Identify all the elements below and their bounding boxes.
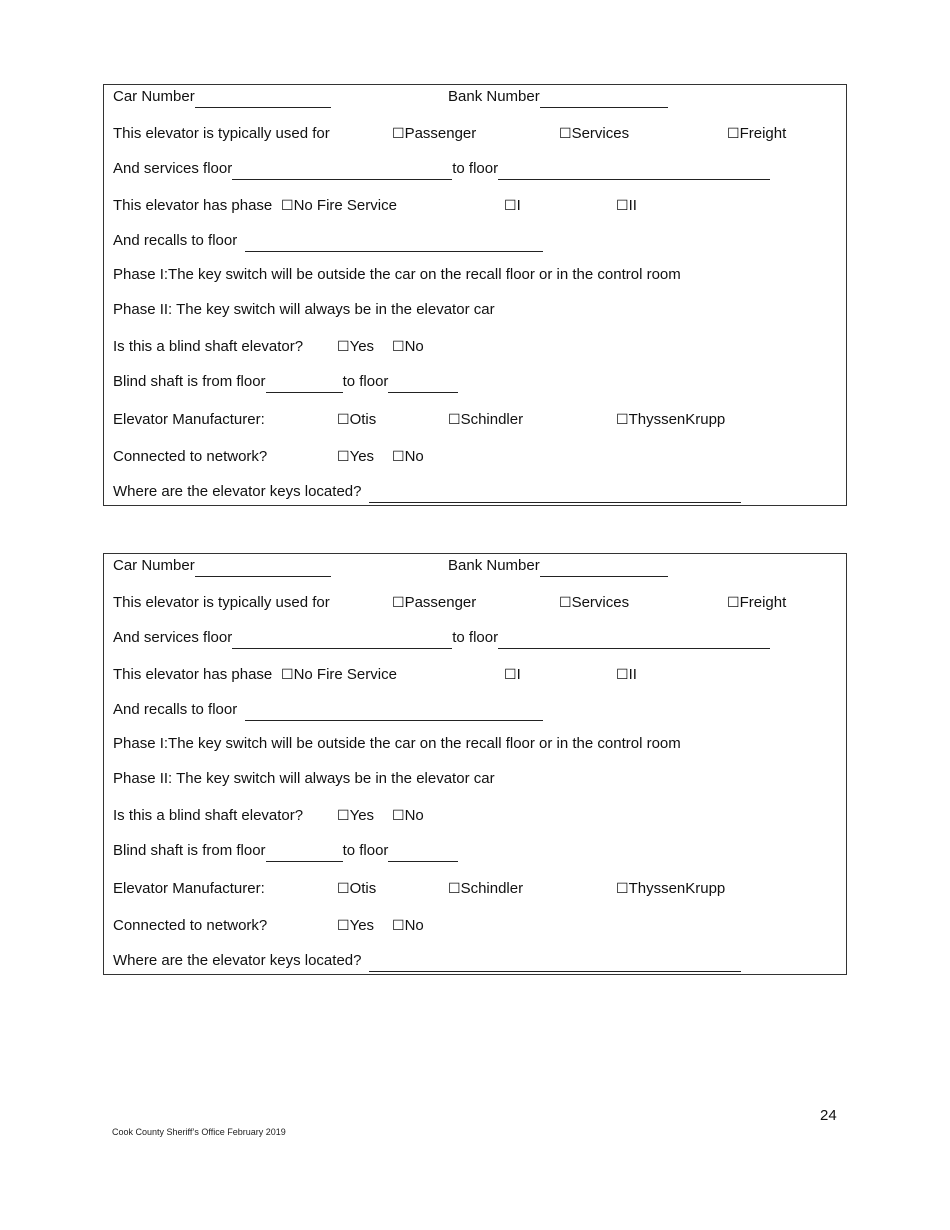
blind-from-floor-field[interactable] [266,376,343,393]
blind-from-label: Blind shaft is from floor [113,373,266,390]
recall-floor-field[interactable] [245,704,543,721]
phase-1-option[interactable]: ☐I [504,197,521,214]
phase-2-option[interactable]: ☐II [616,197,637,214]
car-number-label: Car Number [113,557,195,574]
blind-shaft-no-option[interactable]: ☐No [392,807,424,824]
network-no-option[interactable]: ☐No [392,917,424,934]
services-to-floor-label: to floor [452,160,499,177]
no-fire-service-option[interactable]: ☐No Fire Service [281,666,397,683]
no-fire-service-option[interactable]: ☐No Fire Service [281,197,397,214]
passenger-option[interactable]: ☐Passenger [392,125,477,142]
services-to-floor-field[interactable] [498,632,770,649]
thyssenkrupp-checkbox[interactable]: ☐ [616,412,629,428]
no-fire-service-checkbox[interactable]: ☐ [281,198,294,214]
car-bank-row [113,86,846,108]
network-label: Connected to network? [113,448,268,465]
services-to-floor-field[interactable] [498,163,770,180]
recall-floor-label: And recalls to floor [113,701,238,718]
keys-location-field[interactable] [369,955,741,972]
bank-number-label: Bank Number [448,557,540,574]
passenger-option[interactable]: ☐Passenger [392,594,477,611]
services-floor-label: And services floor [113,160,233,177]
network-yes-checkbox[interactable]: ☐ [337,918,350,934]
no-fire-service-checkbox[interactable]: ☐ [281,667,294,683]
phase-label: This elevator has phase [113,197,273,214]
phase-2-option[interactable]: ☐II [616,666,637,683]
manufacturer-label: Elevator Manufacturer: [113,880,265,897]
otis-checkbox[interactable]: ☐ [337,881,350,897]
services-to-floor-label: to floor [452,629,499,646]
bank-number-field[interactable] [540,91,668,108]
services-from-floor-field[interactable] [232,163,452,180]
manufacturer-row [113,878,846,900]
phase1-row [113,264,846,286]
blind-shaft-yes-checkbox[interactable]: ☐ [337,808,350,824]
phase-row [113,664,846,686]
elevator-form-1 [103,84,847,506]
car-number-field[interactable] [195,560,331,577]
phase1-row [113,733,846,755]
schindler-option[interactable]: ☐Schindler [448,880,524,897]
phase-label: This elevator has phase [113,666,273,683]
blind-shaft-no-checkbox[interactable]: ☐ [392,808,405,824]
phase-2-checkbox[interactable]: ☐ [616,198,629,214]
blind-to-floor-field[interactable] [388,376,458,393]
phase-1-checkbox[interactable]: ☐ [504,667,517,683]
blind-shaft-yes-checkbox[interactable]: ☐ [337,339,350,355]
otis-checkbox[interactable]: ☐ [337,412,350,428]
network-yes-option[interactable]: ☐Yes [337,917,375,934]
blind-shaft-no-checkbox[interactable]: ☐ [392,339,405,355]
phase-1-option[interactable]: ☐I [504,666,521,683]
blind-from-label: Blind shaft is from floor [113,842,266,859]
freight-checkbox[interactable]: ☐ [727,595,740,611]
thyssenkrupp-option[interactable]: ☐ThyssenKrupp [616,411,726,428]
schindler-checkbox[interactable]: ☐ [448,881,461,897]
recall-row [113,699,846,721]
phase2-description: Phase II: The key switch will always be in the elevator car [113,301,495,318]
elevator-form-2 [103,553,847,975]
otis-option[interactable]: ☐Otis [337,880,377,897]
blind-to-label: to floor [342,373,389,390]
network-yes-checkbox[interactable]: ☐ [337,449,350,465]
freight-option[interactable]: ☐Freight [727,594,787,611]
freight-option[interactable]: ☐Freight [727,125,787,142]
bank-number-field[interactable] [540,560,668,577]
phase-2-checkbox[interactable]: ☐ [616,667,629,683]
usage-label: This elevator is typically used for [113,125,330,142]
blind-floor-row [113,371,846,393]
services-floor-row [113,158,846,180]
services-checkbox[interactable]: ☐ [559,126,572,142]
blind-to-floor-field[interactable] [388,845,458,862]
blind-shaft-yes-option[interactable]: ☐Yes [337,338,375,355]
phase2-row [113,299,846,321]
blind-shaft-label: Is this a blind shaft elevator? [113,338,304,355]
usage-row [113,592,846,614]
blind-shaft-row [113,336,846,358]
passenger-checkbox[interactable]: ☐ [392,126,405,142]
schindler-checkbox[interactable]: ☐ [448,412,461,428]
phase-1-checkbox[interactable]: ☐ [504,198,517,214]
keys-location-field[interactable] [369,486,741,503]
phase1-description: Phase I:The key switch will be outside the car on the recall floor or in the control room [113,735,681,752]
keys-row [113,950,846,972]
car-number-label: Car Number [113,88,195,105]
blind-shaft-yes-option[interactable]: ☐Yes [337,807,375,824]
blind-to-label: to floor [342,842,389,859]
recall-floor-field[interactable] [245,235,543,252]
page-number: 24 [820,1107,837,1124]
thyssenkrupp-checkbox[interactable]: ☐ [616,881,629,897]
blind-floor-row [113,840,846,862]
keys-location-label: Where are the elevator keys located? [113,483,362,500]
network-no-checkbox[interactable]: ☐ [392,918,405,934]
blind-shaft-label: Is this a blind shaft elevator? [113,807,304,824]
otis-option[interactable]: ☐Otis [337,411,377,428]
services-from-floor-field[interactable] [232,632,452,649]
network-row [113,915,846,937]
network-yes-option[interactable]: ☐Yes [337,448,375,465]
services-option[interactable]: ☐Services [559,594,630,611]
car-number-field[interactable] [195,91,331,108]
network-no-checkbox[interactable]: ☐ [392,449,405,465]
usage-label: This elevator is typically used for [113,594,330,611]
network-no-option[interactable]: ☐No [392,448,424,465]
phase2-description: Phase II: The key switch will always be in the elevator car [113,770,495,787]
phase1-description: Phase I:The key switch will be outside the car on the recall floor or in the control room [113,266,681,283]
services-floor-row [113,627,846,649]
services-floor-label: And services floor [113,629,233,646]
services-checkbox[interactable]: ☐ [559,595,572,611]
schindler-option[interactable]: ☐Schindler [448,411,524,428]
usage-row [113,123,846,145]
phase2-row [113,768,846,790]
recall-floor-label: And recalls to floor [113,232,238,249]
blind-shaft-row [113,805,846,827]
services-option[interactable]: ☐Services [559,125,630,142]
blind-from-floor-field[interactable] [266,845,343,862]
blind-shaft-no-option[interactable]: ☐No [392,338,424,355]
keys-location-label: Where are the elevator keys located? [113,952,362,969]
manufacturer-label: Elevator Manufacturer: [113,411,265,428]
network-label: Connected to network? [113,917,268,934]
footer-text: Cook County Sheriff’s Office February 2019 [112,1127,286,1137]
bank-number-label: Bank Number [448,88,540,105]
network-row [113,446,846,468]
phase-row [113,195,846,217]
keys-row [113,481,846,503]
thyssenkrupp-option[interactable]: ☐ThyssenKrupp [616,880,726,897]
freight-checkbox[interactable]: ☐ [727,126,740,142]
car-bank-row [113,555,846,577]
recall-row [113,230,846,252]
manufacturer-row [113,409,846,431]
passenger-checkbox[interactable]: ☐ [392,595,405,611]
